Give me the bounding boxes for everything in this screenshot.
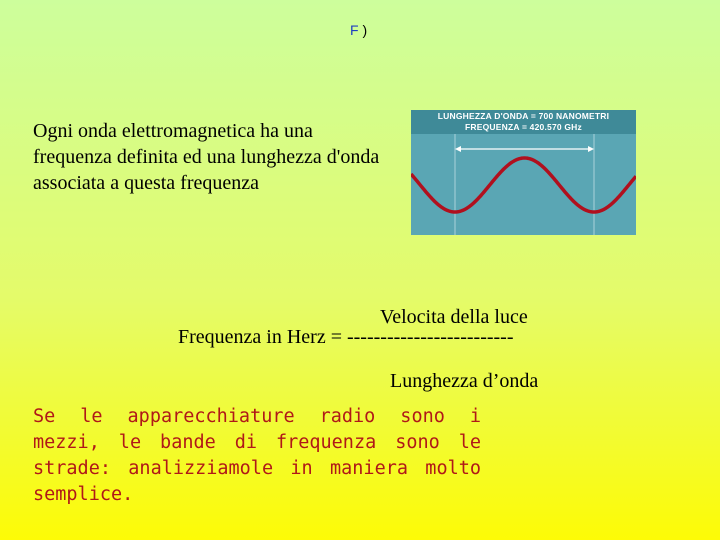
formula-denominator: Lunghezza d’onda [390,370,539,392]
wave-caption-wavelength: LUNGHEZZA D'ONDA = 700 NANOMETRI [437,111,610,121]
formula-left-side: Frequenza in Herz = ------------------------- [178,326,514,348]
intro-paragraph: Ogni onda elettromagnetica ha una frequenza definita ed una lunghezza d'onda associata a questa frequenza [33,120,380,194]
closing-paragraph: Se le apparecchiature radio sono i mezzi, le bande di frequenza sono le strade: analizziamole in maniera molto semplice. [33,406,481,505]
slide-label [350,22,367,38]
slide-paren: ) [362,22,368,38]
slide-letter: F [350,22,359,38]
formula-numerator: Velocita della luce [380,306,528,328]
wave-illustration [411,110,636,235]
wave-caption-frequency: FREQUENZA = 420.570 GHz [465,122,582,132]
